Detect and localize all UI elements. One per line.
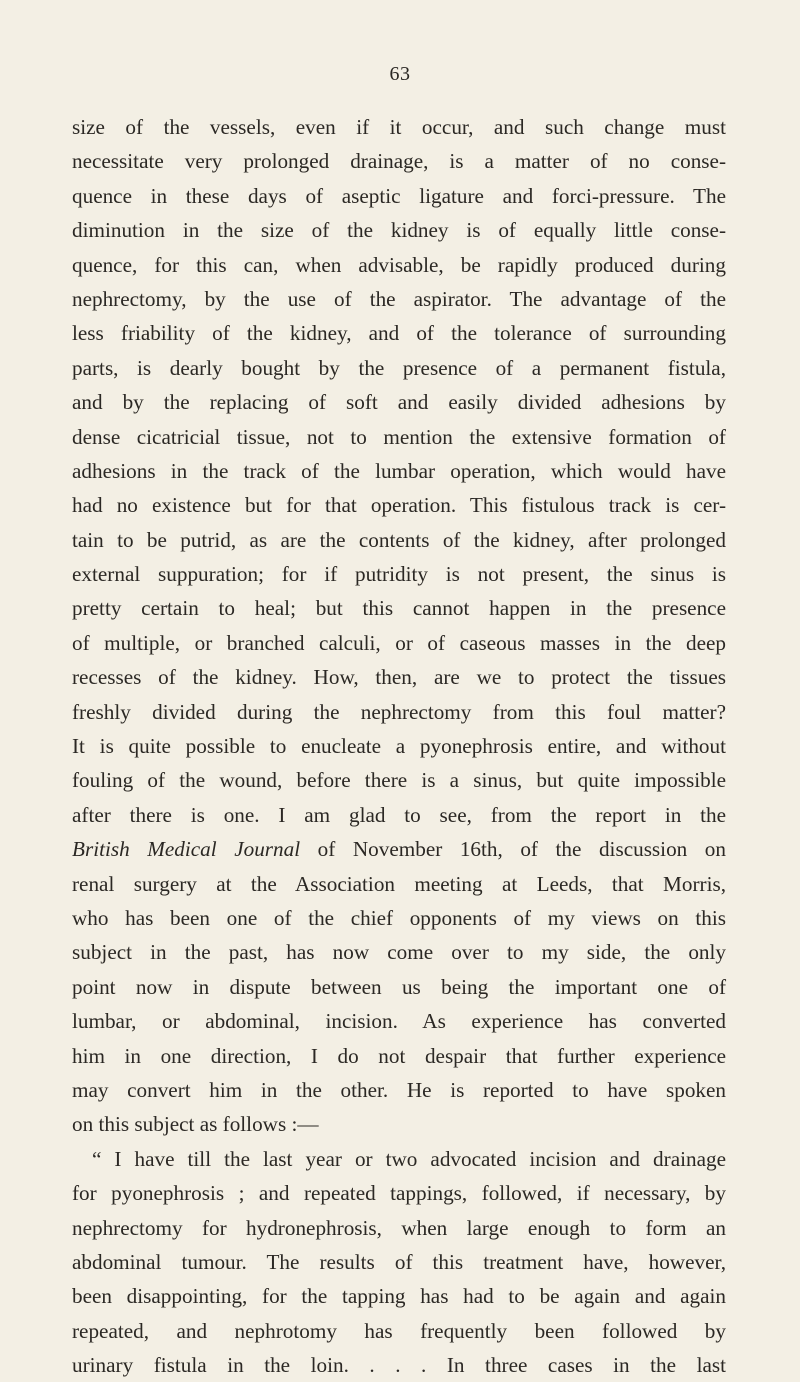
text-line: nephrectomy, by the use of the aspirator. The advantage of the [72, 286, 726, 311]
quote-line: nephrectomy for hydronephrosis, when large enough to form an [72, 1215, 726, 1240]
text-line: fouling of the wound, before there is a sinus, but quite impossible [72, 768, 726, 793]
journal-title: British Medical Journal [72, 837, 301, 862]
page-number: 63 [389, 63, 411, 85]
text-line: who has been one of the chief opponents of my views on this [72, 905, 726, 930]
quote-line: abdominal tumour. The results of this treatment have, however, [72, 1249, 726, 1274]
text-line: external suppuration; for if putridity is not present, the sinus is [72, 562, 726, 587]
text-line: tain to be putrid, as are the contents of the kidney, after prolonged [72, 527, 726, 552]
text-line: recesses of the kidney. How, then, are we to protect the tissues [72, 665, 726, 690]
text-line: pretty certain to heal; but this cannot happen in the presence [72, 596, 726, 621]
text-line: necessitate very prolonged drainage, is a matter of no conse- [72, 149, 726, 174]
quote-line: been disappointing, for the tapping has had to be again and again [72, 1284, 726, 1309]
journal-citation-line [72, 832, 726, 866]
text-line: size of the vessels, even if it occur, and such change must [72, 115, 726, 139]
quote-line: urinary fistula in the loin. . . . In three cases in the last [72, 1353, 726, 1378]
body-text [72, 110, 726, 1382]
text-line: quence, for this can, when advisable, be rapidly produced during [72, 252, 726, 277]
text-line: may convert him in the other. He is reported to have spoken [72, 1077, 726, 1102]
text-line: him in one direction, I do not despair that further experience [72, 1043, 726, 1068]
text-line: quence in these days of aseptic ligature and forci-pressure. The [72, 183, 726, 208]
text-line: adhesions in the track of the lumbar operation, which would have [72, 458, 726, 483]
text-line: It is quite possible to enucleate a pyonephrosis entire, and without [72, 734, 726, 759]
text-line: after there is one. I am glad to see, from the report in the [72, 802, 726, 827]
text-line: subject in the past, has now come over to my side, the only [72, 940, 726, 965]
text-line: freshly divided during the nephrectomy from this foul matter? [72, 699, 726, 724]
text-line: and by the replacing of soft and easily divided adhesions by [72, 390, 726, 415]
journal-line-rest: of November 16th, of the discussion on [300, 837, 726, 862]
text-line: lumbar, or abdominal, incision. As experience has converted [72, 1009, 726, 1034]
text-line: dense cicatricial tissue, not to mention the extensive formation of [72, 424, 726, 449]
quote-line: for pyonephrosis ; and repeated tappings, followed, if necessary, by [72, 1181, 726, 1206]
text-line: had no existence but for that operation. This fistulous track is cer- [72, 493, 726, 518]
text-line: diminution in the size of the kidney is of equally little conse- [72, 218, 726, 243]
text-line: point now in dispute between us being the important one of [72, 974, 726, 999]
text-line: renal surgery at the Association meeting at Leeds, that Morris, [72, 871, 726, 896]
text-line: of multiple, or branched calculi, or of caseous masses in the deep [72, 630, 726, 655]
text-line: on this subject as follows :— [72, 1112, 319, 1137]
text-line: parts, is dearly bought by the presence of a permanent fistula, [72, 355, 726, 380]
text-line: less friability of the kidney, and of the tolerance of surrounding [72, 321, 726, 346]
quote-line: repeated, and nephrotomy has frequently been followed by [72, 1318, 726, 1343]
quote-line: “ I have till the last year or two advocated incision and drainage [92, 1146, 726, 1171]
